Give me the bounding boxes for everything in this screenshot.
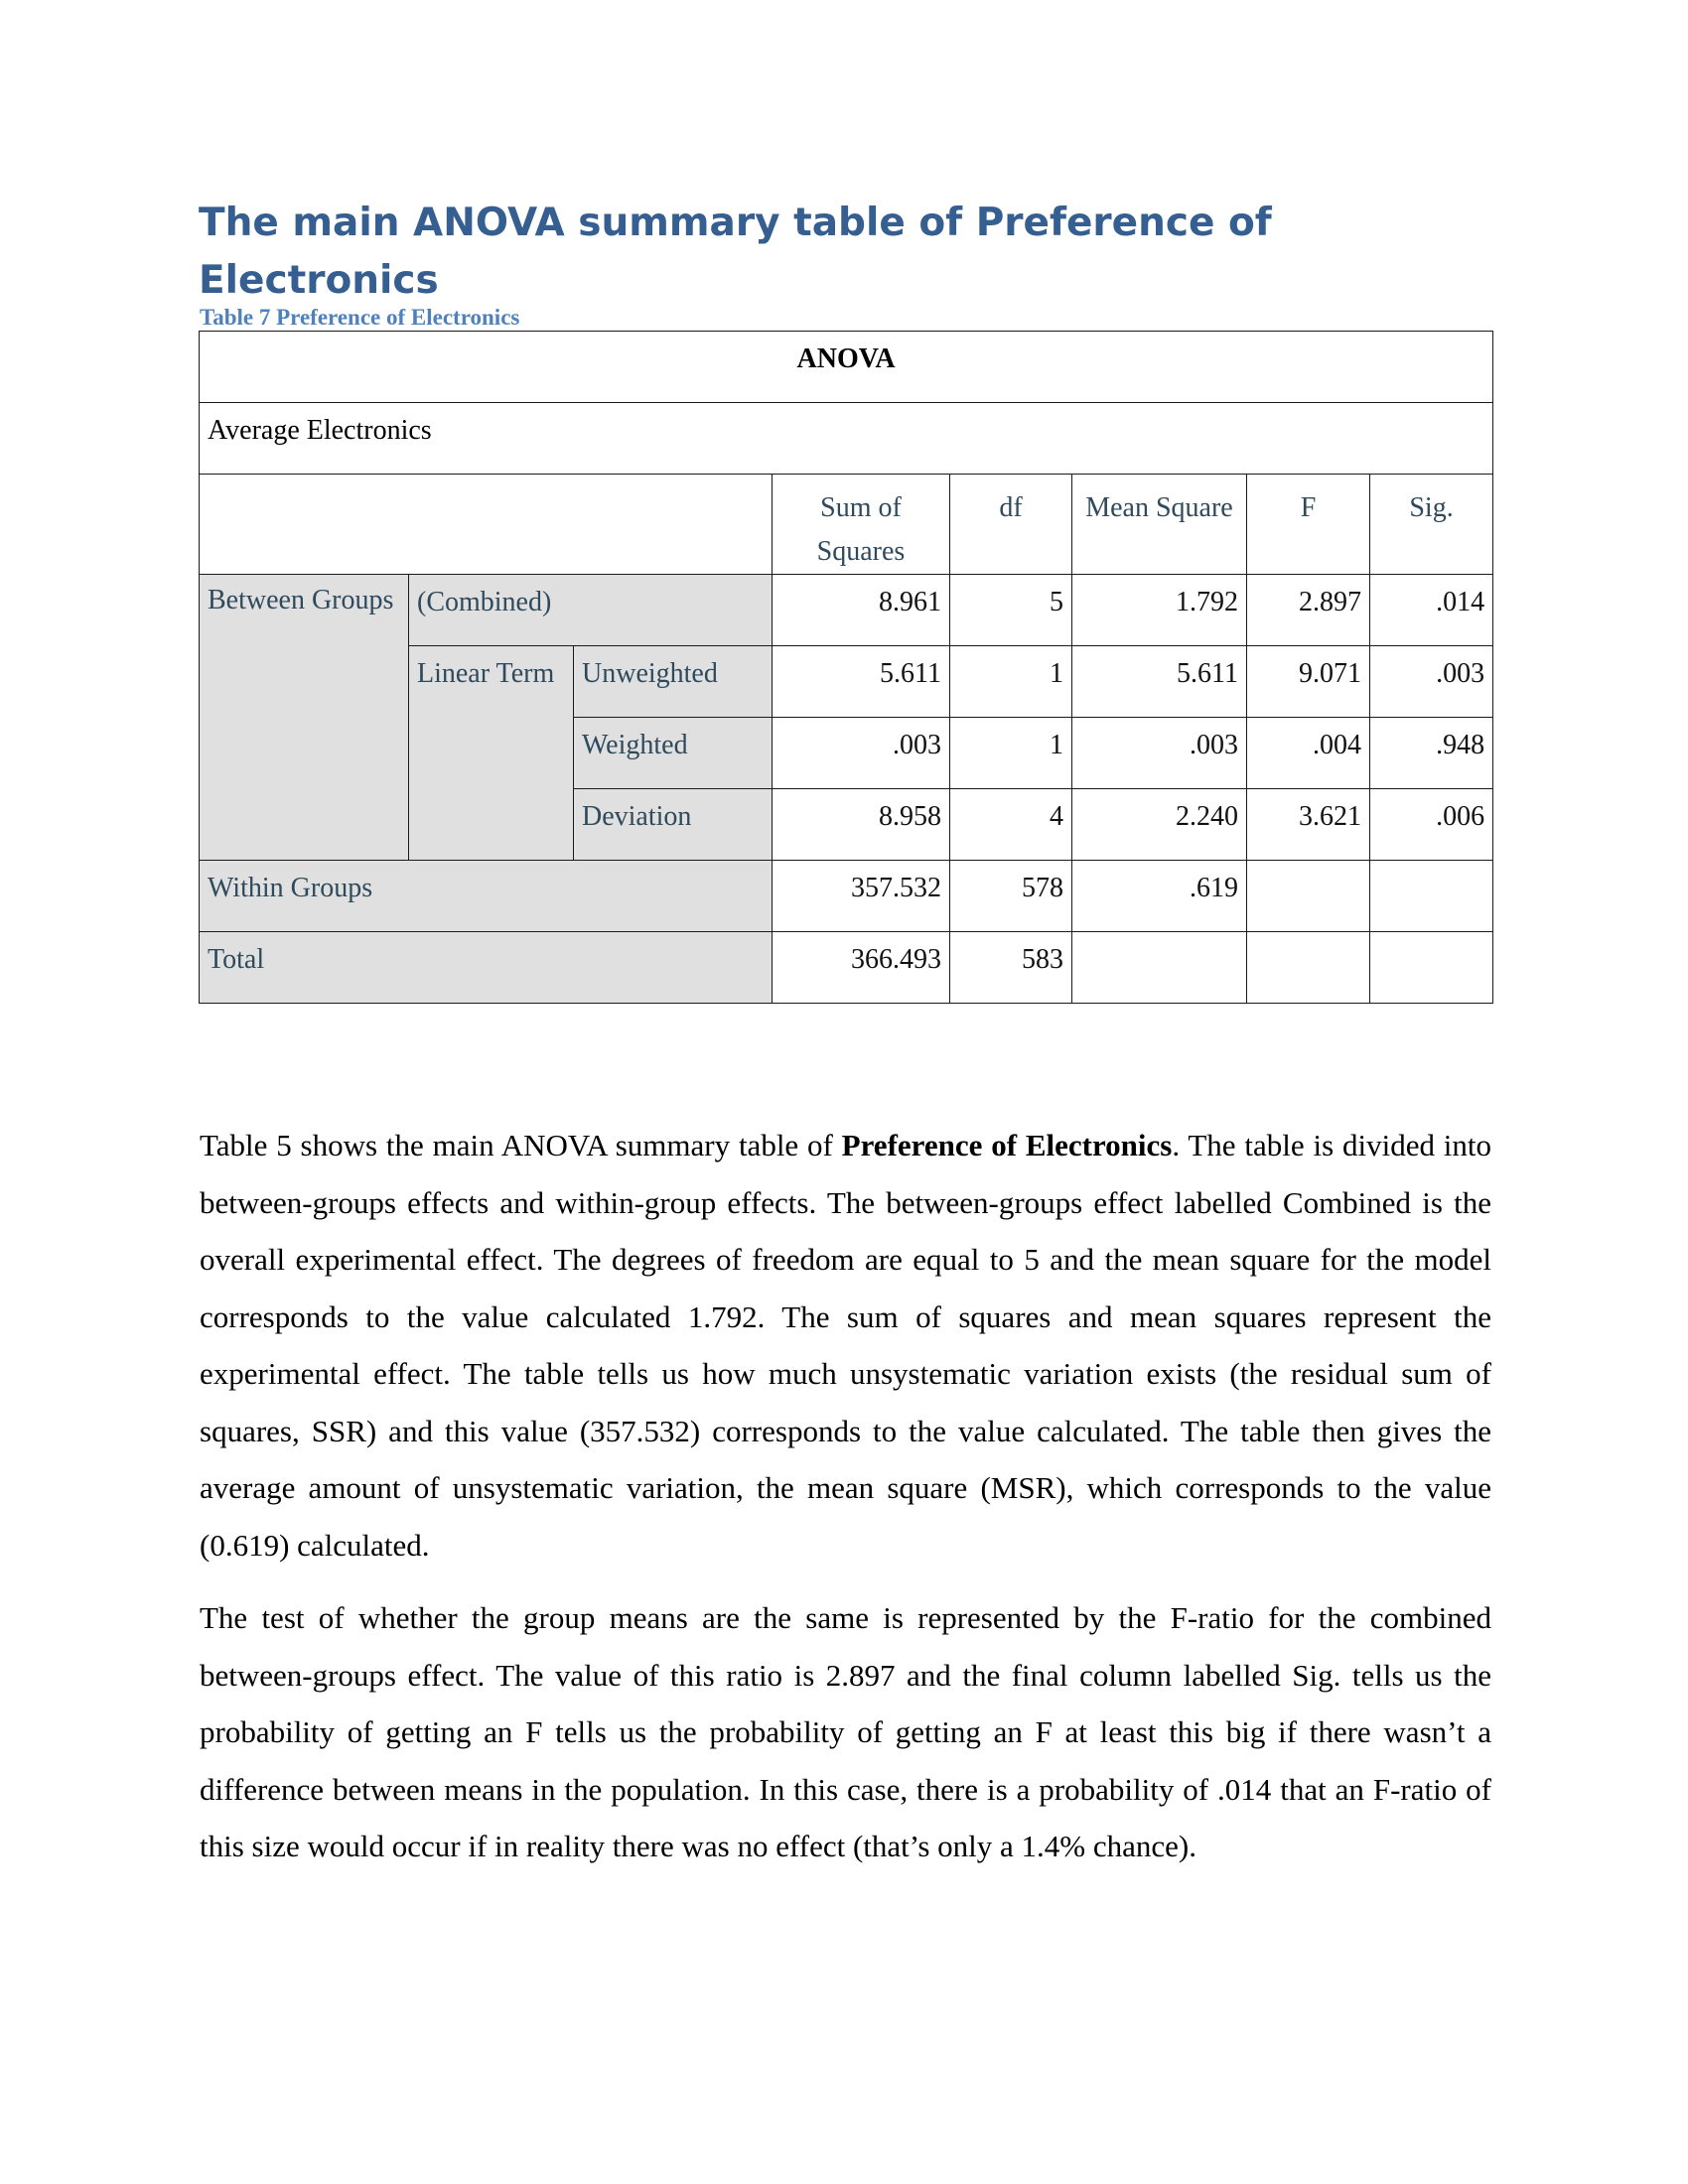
cell-f: .004 bbox=[1247, 718, 1370, 789]
table-caption: Table 7 Preference of Electronics bbox=[200, 305, 520, 330]
cell-ms: 5.611 bbox=[1072, 646, 1247, 718]
cell-f bbox=[1247, 932, 1370, 1004]
header-sig: Sig. bbox=[1370, 475, 1493, 575]
cell-sig: .948 bbox=[1370, 718, 1493, 789]
page-title: The main ANOVA summary table of Preference of Electronics bbox=[199, 201, 1272, 303]
cell-f bbox=[1247, 861, 1370, 932]
cell-sig bbox=[1370, 932, 1493, 1004]
table-row-within-groups bbox=[200, 861, 1493, 932]
header-f: F bbox=[1247, 475, 1370, 575]
row-label-between-groups: Between Groups bbox=[200, 575, 409, 861]
cell-ms: .619 bbox=[1072, 861, 1247, 932]
table-title: ANOVA bbox=[200, 332, 1493, 403]
cell-ss: 357.532 bbox=[773, 861, 950, 932]
column-header-row bbox=[200, 475, 1493, 575]
header-sum-line2: Squares bbox=[816, 536, 906, 567]
table-row-combined bbox=[200, 575, 1493, 646]
table-title-row bbox=[200, 332, 1493, 403]
cell-ss: 8.958 bbox=[773, 789, 950, 861]
row-label-weighted: Weighted bbox=[574, 718, 773, 789]
cell-f: 9.071 bbox=[1247, 646, 1370, 718]
cell-df: 1 bbox=[950, 646, 1072, 718]
cell-ms: .003 bbox=[1072, 718, 1247, 789]
cell-sig bbox=[1370, 861, 1493, 932]
cell-df: 578 bbox=[950, 861, 1072, 932]
header-sum-of-squares bbox=[773, 475, 950, 575]
cell-f: 3.621 bbox=[1247, 789, 1370, 861]
cell-df: 4 bbox=[950, 789, 1072, 861]
table-row-total bbox=[200, 932, 1493, 1004]
cell-f: 2.897 bbox=[1247, 575, 1370, 646]
cell-sig: .003 bbox=[1370, 646, 1493, 718]
header-mean-square: Mean Square bbox=[1072, 475, 1247, 575]
anova-table bbox=[199, 331, 1493, 1004]
row-label-unweighted: Unweighted bbox=[574, 646, 773, 718]
paragraph-1-text-a: Table 5 shows the main ANOVA summary table of bbox=[200, 1128, 842, 1162]
header-blank-cell bbox=[200, 475, 773, 575]
cell-df: 1 bbox=[950, 718, 1072, 789]
cell-df: 5 bbox=[950, 575, 1072, 646]
row-label-deviation: Deviation bbox=[574, 789, 773, 861]
cell-ms: 2.240 bbox=[1072, 789, 1247, 861]
dependent-variable-label: Average Electronics bbox=[200, 403, 1493, 475]
cell-ms: 1.792 bbox=[1072, 575, 1247, 646]
cell-ms bbox=[1072, 932, 1247, 1004]
row-label-combined: (Combined) bbox=[409, 575, 773, 646]
body-paragraph-2: The test of whether the group means are the same is represented by the F-ratio for the combined between-groups effect. The value of this ratio is 2.897 and the final column labelled Sig. tells us the probability of getting an F tells us the probability of getting an F at least this big if there wasn’t a difference between means in the population. In this case, there is a probability of .014 that an F-ratio of this size would occur if in reality there was no effect (that’s only a 1.4% chance). bbox=[200, 1600, 1491, 1863]
cell-sig: .014 bbox=[1370, 575, 1493, 646]
cell-ss: 5.611 bbox=[773, 646, 950, 718]
dependent-variable-row bbox=[200, 403, 1493, 475]
body-paragraph-1 bbox=[200, 1117, 1491, 1573]
cell-df: 583 bbox=[950, 932, 1072, 1004]
row-label-linear-term: Linear Term bbox=[409, 646, 574, 861]
paragraph-1-text-b: . The table is divided into between-groups effects and within-group effects. The between-groups effect labelled Combined is the overall experimental effect. The degrees of freedom are equal to 5 and the mean square for the model corresponds to the value calculated 1.792. The sum of squares and mean squares represent the experimental effect. The table tells us how much unsystematic variation exists (the residual sum of squares, SSR) and this value (357.532) corresponds to the value calculated. The table then gives the average amount of unsystematic variation, the mean square (MSR), which corresponds to the value (0.619) calculated. bbox=[200, 1128, 1492, 1563]
cell-sig: .006 bbox=[1370, 789, 1493, 861]
row-label-total: Total bbox=[200, 932, 773, 1004]
cell-ss: 8.961 bbox=[773, 575, 950, 646]
header-df: df bbox=[950, 475, 1072, 575]
cell-ss: 366.493 bbox=[773, 932, 950, 1004]
paragraph-1-bold-term: Preference of Electronics bbox=[841, 1128, 1173, 1162]
cell-ss: .003 bbox=[773, 718, 950, 789]
row-label-within-groups: Within Groups bbox=[200, 861, 773, 932]
header-sum-line1: Sum of bbox=[820, 492, 902, 523]
